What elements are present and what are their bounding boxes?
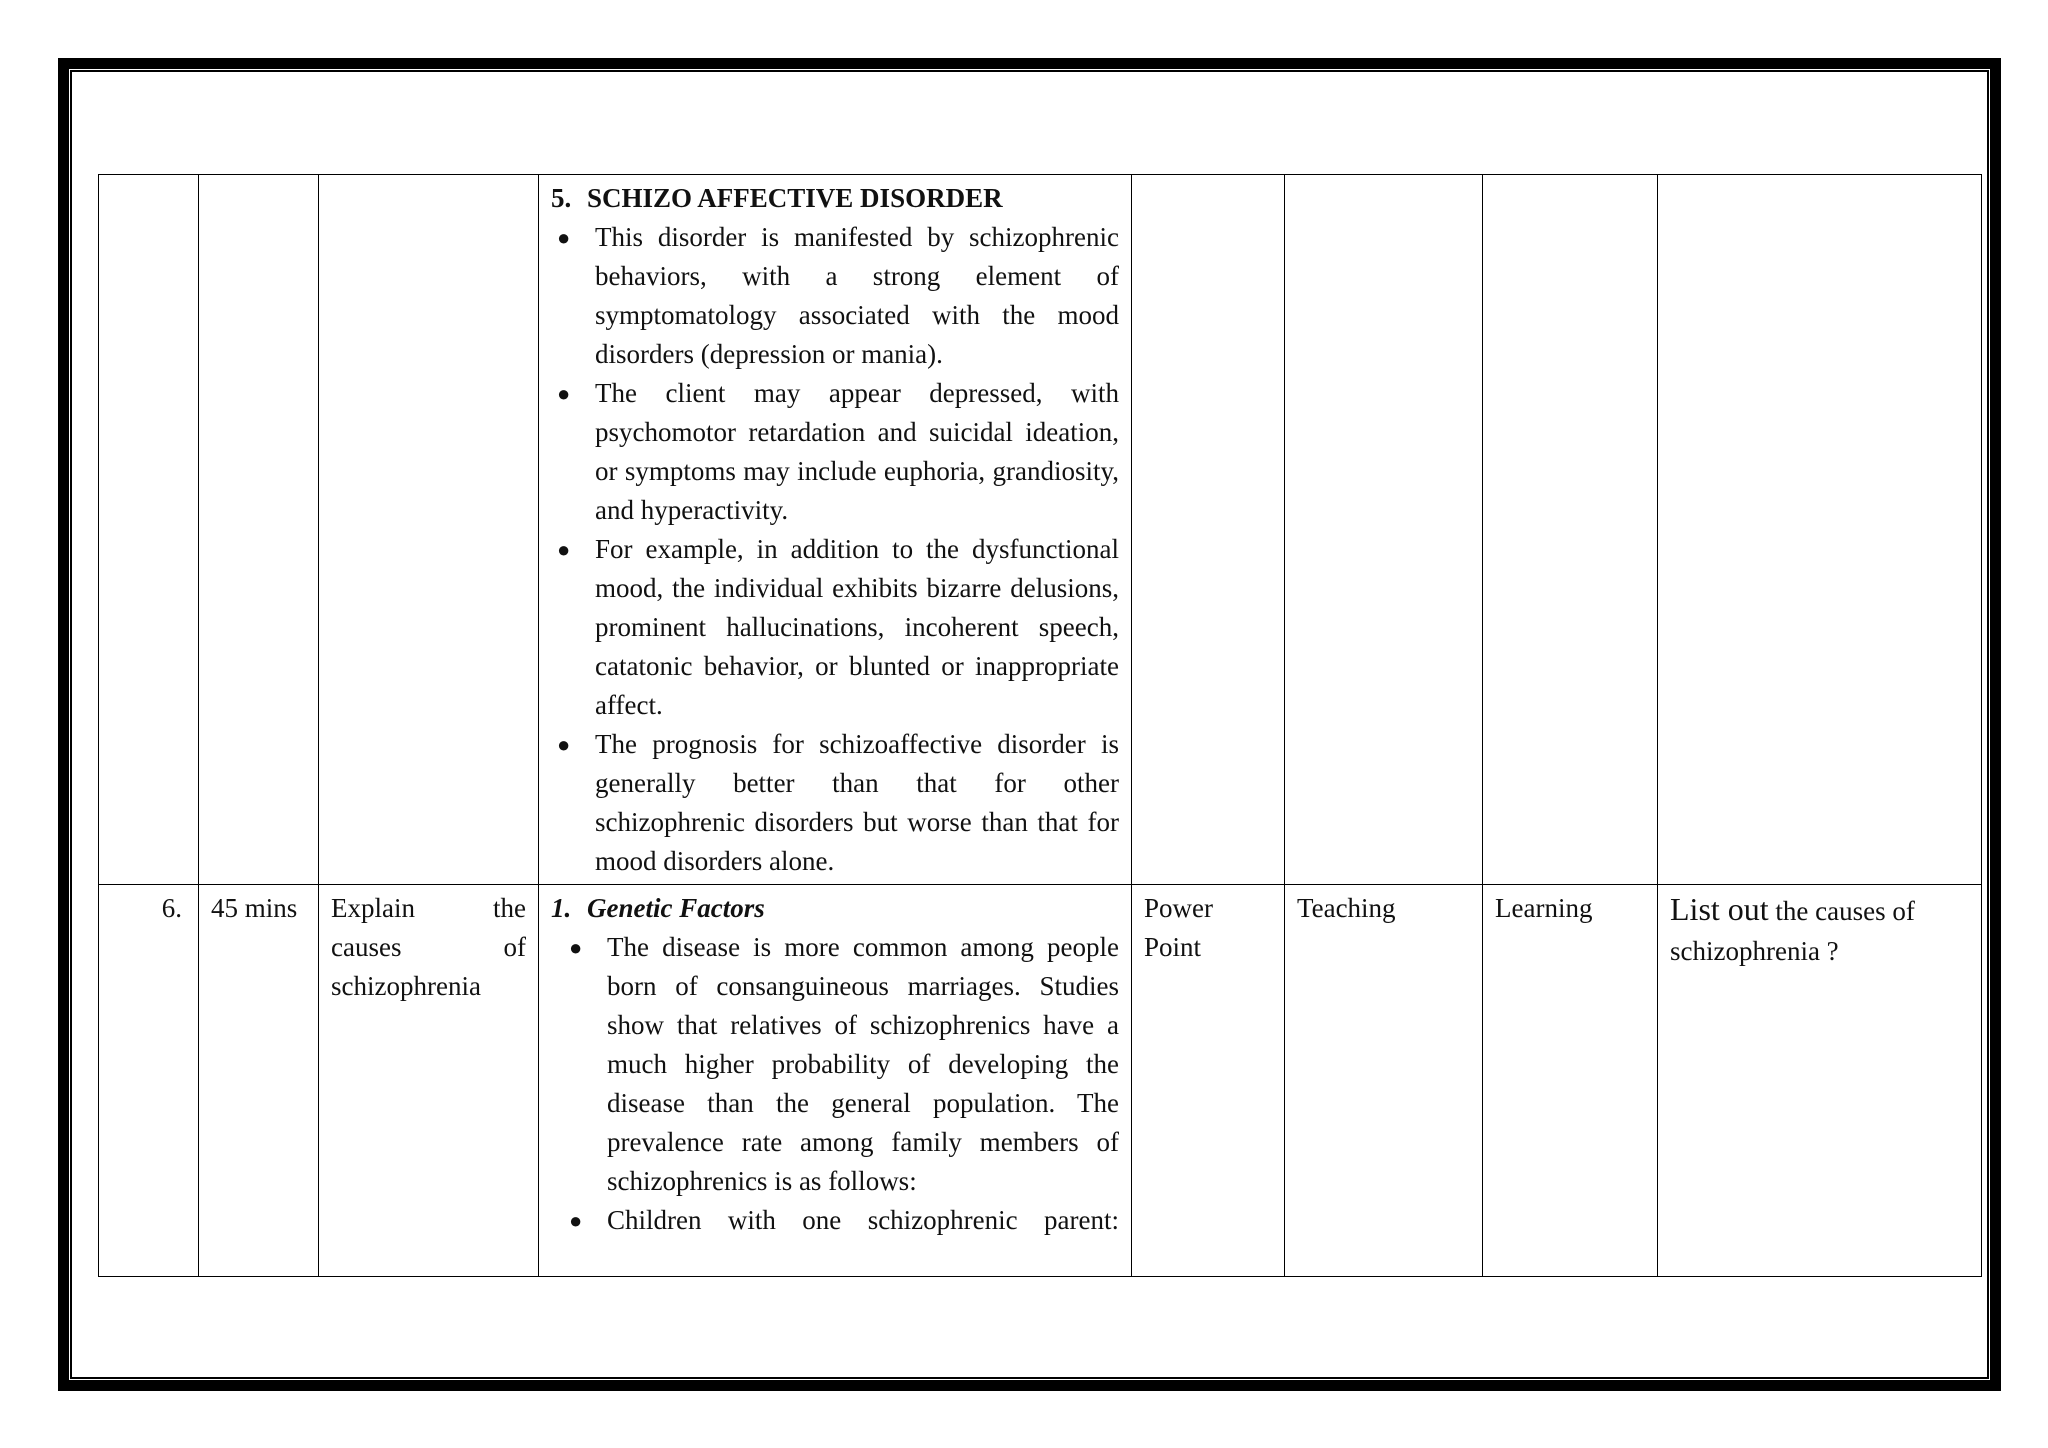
evaluation-lead: List out [1670,891,1769,927]
cell-content [539,175,1132,885]
cell-evaluation [1658,175,1982,885]
bullet-icon: ● [569,935,583,960]
list-item: ● The disease is more common among people born of consanguineous marriages. Studies show that relatives of schizophrenics have a much higher probability of developing the disease than the general population. The prevalence rate among family members of schizophrenics is as follows: [551,928,1119,1201]
cell-learner-activity [1483,175,1658,885]
cell-teacher-activity: Teaching [1285,885,1483,1277]
cell-objective [319,175,539,885]
cell-time: 45 mins [199,885,319,1277]
cell-time [199,175,319,885]
cell-learner-activity: Learning [1483,885,1658,1277]
table-row [99,175,1982,885]
lesson-plan-table [98,174,1982,1277]
bullet-list [551,928,1119,1240]
bullet-icon: ● [557,732,571,757]
evaluation-text: the causes of schizophrenia ? [1670,896,1915,966]
cell-aid: Power Point [1132,885,1285,1277]
cell-content [539,885,1132,1277]
bullet-icon: ● [557,537,571,562]
cell-number [99,175,199,885]
section-heading: 5. SCHIZO AFFECTIVE DISORDER [551,183,1003,213]
cell-aid [1132,175,1285,885]
bullet-list [551,218,1119,881]
bullet-icon: ● [557,381,571,406]
table-row [99,885,1982,1277]
list-item: ● For example, in addition to the dysfunctional mood, the individual exhibits bizarre delusions, prominent hallucinations, incoherent speech, catatonic behavior, or blunted or inappropriate affect. [551,530,1119,725]
bullet-icon: ● [557,225,571,250]
cell-teacher-activity [1285,175,1483,885]
cell-objective: Explain the causes of schizophrenia [319,885,539,1277]
list-item: ● Children with one schizophrenic parent: [551,1201,1119,1240]
list-item: ● The client may appear depressed, with psychomotor retardation and suicidal ideation, or symptoms may include euphoria, grandiosity, and hyperactivity. [551,374,1119,530]
cell-number: 6. [99,885,199,1277]
bullet-icon: ● [569,1208,583,1233]
cell-evaluation [1658,885,1982,1277]
list-item: ● This disorder is manifested by schizophrenic behaviors, with a strong element of symptomatology associated with the mood disorders (depression or mania). [551,218,1119,374]
list-item: ● The prognosis for schizoaffective disorder is generally better than that for other schizophrenic disorders but worse than that for mood disorders alone. [551,725,1119,881]
section-heading: 1. Genetic Factors [551,893,765,923]
